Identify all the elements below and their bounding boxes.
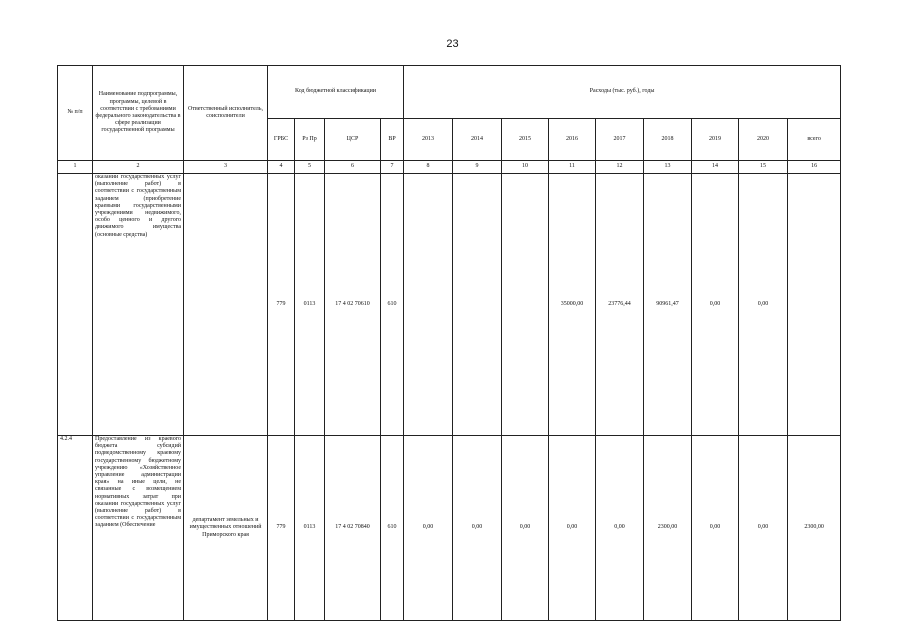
header-grbs: ГРБС — [268, 119, 295, 161]
row-name: Предоставление из краевого бюджета субсидий подведомственному краевому государственному бюджетному учреждению «Хозяйственное управление администрации края» на иные цели, не связанные с возмещением нормативных затрат при оказании государственных услуг (выполнение работ) в соответствии с государственным заданием (Обеспечение — [93, 436, 184, 621]
row-2020: 0,00 — [739, 436, 788, 621]
column-number-row — [58, 161, 841, 174]
column-number: 4 — [268, 161, 295, 174]
row-2013 — [404, 174, 453, 436]
column-number: 12 — [596, 161, 644, 174]
row-2015 — [502, 174, 549, 436]
row-grbs: 779 — [268, 436, 295, 621]
column-number: 11 — [549, 161, 596, 174]
column-number: 3 — [184, 161, 268, 174]
row-rzpr: 0113 — [295, 174, 325, 436]
header-2017: 2017 — [596, 119, 644, 161]
header-code-group: Код бюджетной классификации — [268, 66, 404, 119]
row-vr: 610 — [381, 174, 404, 436]
column-number: 16 — [788, 161, 841, 174]
header-csr: ЦСР — [325, 119, 381, 161]
header-2016: 2016 — [549, 119, 596, 161]
row-total: 2300,00 — [788, 436, 841, 621]
column-number: 2 — [93, 161, 184, 174]
table-row — [58, 436, 841, 621]
header-2014: 2014 — [453, 119, 502, 161]
column-number: 7 — [381, 161, 404, 174]
page-number: 23 — [446, 38, 459, 50]
column-number: 8 — [404, 161, 453, 174]
column-number: 5 — [295, 161, 325, 174]
column-number: 15 — [739, 161, 788, 174]
header-executor: Ответственный исполнитель, соисполнители — [184, 66, 268, 161]
column-number: 9 — [453, 161, 502, 174]
column-number: 13 — [644, 161, 692, 174]
column-number: 10 — [502, 161, 549, 174]
row-num: 4.2.4 — [58, 436, 93, 621]
row-2017: 0,00 — [596, 436, 644, 621]
budget-table — [57, 65, 841, 621]
row-2018: 2300,00 — [644, 436, 692, 621]
row-vr: 610 — [381, 436, 404, 621]
row-2013: 0,00 — [404, 436, 453, 621]
table-row — [58, 174, 841, 436]
row-2017: 23776,44 — [596, 174, 644, 436]
row-executor — [184, 174, 268, 436]
row-2014: 0,00 — [453, 436, 502, 621]
header-2013: 2013 — [404, 119, 453, 161]
header-name: Наименование подпрограммы, программы, целевой в соответствии с требованиями федерального законодательства в сфере реализации государственной программы — [93, 66, 184, 161]
row-2016: 35000,00 — [549, 174, 596, 436]
header-total: всего — [788, 119, 841, 161]
header-num: № п/п — [58, 66, 93, 161]
row-2014 — [453, 174, 502, 436]
row-grbs: 779 — [268, 174, 295, 436]
row-executor: департамент земельных и имущественных отношений Приморского края — [184, 436, 268, 621]
row-2016: 0,00 — [549, 436, 596, 621]
row-total — [788, 174, 841, 436]
column-number: 6 — [325, 161, 381, 174]
header-rzpr: Рз Пр — [295, 119, 325, 161]
row-num — [58, 174, 93, 436]
row-csr: 17 4 02 70840 — [325, 436, 381, 621]
header-2019: 2019 — [692, 119, 739, 161]
row-2019: 0,00 — [692, 174, 739, 436]
column-number: 14 — [692, 161, 739, 174]
row-2020: 0,00 — [739, 174, 788, 436]
header-expenses-group: Расходы (тыс. руб.), годы — [404, 66, 841, 119]
header-row-1 — [58, 66, 841, 119]
row-2019: 0,00 — [692, 436, 739, 621]
row-csr: 17 4 02 70610 — [325, 174, 381, 436]
column-number: 1 — [58, 161, 93, 174]
row-2018: 90961,47 — [644, 174, 692, 436]
header-2018: 2018 — [644, 119, 692, 161]
header-vr: ВР — [381, 119, 404, 161]
row-2015: 0,00 — [502, 436, 549, 621]
header-2020: 2020 — [739, 119, 788, 161]
row-rzpr: 0113 — [295, 436, 325, 621]
header-2015: 2015 — [502, 119, 549, 161]
row-name: оказании государственных услуг (выполнение работ) в соответствии с государственным заданием (приобретение краевыми государственными учреждениями недвижимого, особо ценного и другого движимого имущества (основные средства) — [93, 174, 184, 436]
